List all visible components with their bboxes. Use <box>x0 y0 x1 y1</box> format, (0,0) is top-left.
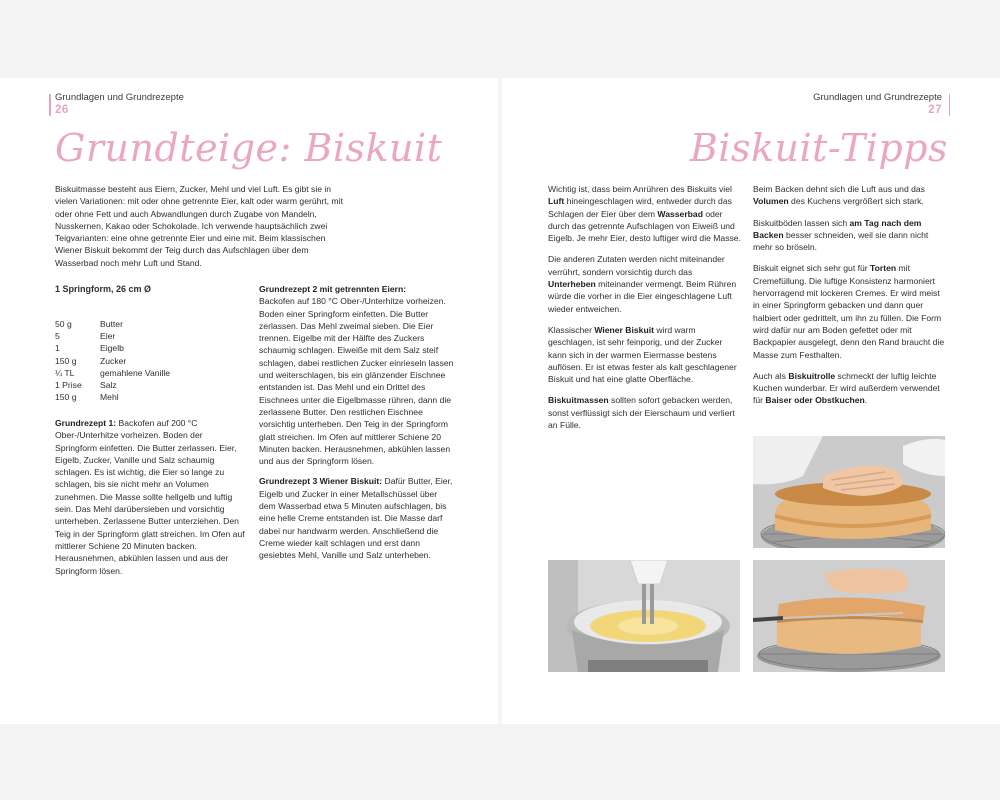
running-head-text: Grundlagen und Grundrezepte <box>55 92 184 103</box>
tip-unterheben <box>548 253 741 314</box>
photo-mixer-water-bath <box>548 560 740 672</box>
ingredient-name: Mehl <box>100 392 119 403</box>
tip-text: Biskuit eignet sich sehr gut für <box>753 263 871 274</box>
grundrezept-1 <box>55 417 245 577</box>
ingredient-name: Salz <box>100 380 117 391</box>
tip-text: besser schneiden, weil sie dann nicht mehr so bröseln. <box>753 229 929 253</box>
tip-keyword: Volumen <box>753 196 789 207</box>
grundrezept-3 <box>259 475 455 561</box>
ingredient-name: Butter <box>100 319 123 329</box>
tip-text: Wichtig ist, dass beim Anrühren des Biskuits viel <box>548 184 732 194</box>
tip-torten <box>753 262 947 360</box>
photo-cutting-sponge-illustration <box>753 560 945 672</box>
recipe-column-2 <box>259 283 455 570</box>
page-number: 27 <box>928 104 942 116</box>
tip-text: Biskuitböden lassen sich <box>753 217 850 228</box>
springform-size-label: 1 Springform, 26 cm Ø <box>55 284 152 294</box>
running-head-bar <box>49 94 51 116</box>
grundrezept-2-text: Backofen auf 180 °C Ober-/Unterhitze vorheizen. Boden einer Springform einfetten. Die Butter zerlassen. Das Mehl zweimal sieben. Die Eier trennen. Eigelbe mit der Hälfte des Zuckers schaumig schlagen. Eiweiße mit dem Salz steif schlagen, dabei restlichen Zucker einrieseln lassen und weiterschlagen, bis ein glänzender Eischnee entstanden ist. Das Mehl und ein Drittel des Eischnees unter die Eigelbmasse rühren, dann die zerlassene Butter. Den restlichen Eischnee vorsichtig unterheben. Den Teig in der Springform glatt streichen. Im Ofen auf mittlerer Schiene 20 Minuten backen. Herausnehmen, abkühlen lassen und aus der Springform lösen. <box>259 296 454 467</box>
tip-text: wird warm geschlagen, ist sehr feinporig, und der Zucker kann sich in der warmen Eiermasse bestens auflösen. Er ist etwas fester als kalt geschlagener Biskuit und hat eine glatte Oberfläche. <box>548 324 737 385</box>
tip-biskuitrolle <box>753 370 947 407</box>
ingredient-amount: 1 <box>55 343 60 354</box>
ingredient-name: Eier <box>100 331 116 342</box>
tip-text: miteinander vermengt. Beim Rühren würde die vorher in die Eier eingeschlagene Luft wieder entweichen. <box>548 279 737 314</box>
grundrezept-3-heading: Grundrezept 3 Wiener Biskuit: <box>259 476 383 487</box>
page-title: Grundteige: Biskuit <box>55 126 443 170</box>
right-running-head <box>813 92 942 116</box>
ingredient-amount: 150 g <box>55 392 77 403</box>
tips-column-1 <box>548 183 741 440</box>
right-page <box>500 78 1000 724</box>
tip-text: Beim Backen dehnt sich die Luft aus und das <box>753 184 925 194</box>
tip-keyword: Biskuitrolle <box>788 370 836 381</box>
grundrezept-2-heading: Grundrezept 2 mit getrennten Eiern: <box>259 284 407 294</box>
grundrezept-1-heading: Grundrezept 1: <box>55 418 117 428</box>
photo-sponge-on-rack <box>753 436 945 548</box>
tips-column-2 <box>753 183 947 416</box>
page-number: 26 <box>55 104 69 116</box>
tip-keyword: am Tag nach dem Backen <box>753 217 922 240</box>
tip-keyword: Wiener Biskuit <box>594 324 654 335</box>
tip-keyword: Unterheben <box>548 279 596 290</box>
tip-text: oder durch das getrennte Aufschlagen von Eiweiß und Eigelb. Je mehr Eier, desto luftiger wird die Masse. <box>548 208 741 244</box>
ingredient-amount: 50 g <box>55 319 72 329</box>
ingredient-amount: ¼ TL <box>55 367 75 378</box>
ingredient-row <box>55 330 235 342</box>
tip-text: Auch als <box>753 370 789 381</box>
grundrezept-3-paragraph <box>259 475 455 561</box>
ingredient-row <box>55 379 235 391</box>
ingredient-row <box>55 318 235 330</box>
grundrezept-2 <box>259 283 455 467</box>
ingredient-row <box>55 367 235 379</box>
grundrezept-1-text: Backofen auf 200 °C Ober-/Unterhitze vorheizen. Boden der Springform einfetten. Die Butter zerlassen. Eier, Eigelb, Zucker, Vanille und Salz schaumig schlagen. Es ist wichtig, die Eier so lange zu schlagen, bis sie nicht mehr an Volumen zunehmen. Die Masse sollte hellgelb und luftig sein. Das Mehl darübersieben und vorsichtig unterheben. Zerlassene Butter unterziehen. Den Teig in der Springform glatt streichen. Im Ofen auf mittlerer Schiene 20 Minuten backen. Herausnehmen, abkühlen lassen und aus der Springform lösen. <box>55 418 245 576</box>
tip-keyword: Biskuitmassen <box>548 395 609 406</box>
tip-keyword: Torten <box>870 263 897 274</box>
tip-volumen <box>753 183 947 208</box>
running-head-text: Grundlagen und Grundrezepte <box>813 92 942 103</box>
photo-sponge-on-rack-illustration <box>753 436 945 548</box>
ingredient-row <box>55 355 235 367</box>
left-running-head <box>55 92 184 116</box>
tip-wiener-biskuit <box>548 324 741 385</box>
grundrezept-3-text: Dafür Butter, Eier, Eigelb und Zucker in einer Metallschüssel über dem Wasserbad etwa 5 Minuten aufschlagen, bis eine helle Creme entstanden ist. Die Masse darf dabei nur handwarm werden. Anschließend die Creme wieder kalt schlagen und erst dann gesiebtes Mehl, Vanille und Salz unterheben. <box>259 476 453 561</box>
tip-text: hineingeschlagen wird, entweder durch das Schlagen der Eier über dem <box>548 196 732 219</box>
ingredient-row <box>55 391 235 403</box>
tip-luft <box>548 183 741 244</box>
tip-biskuitmassen <box>548 394 741 431</box>
running-head-bar <box>949 94 951 116</box>
tip-text: des Kuchens vergrößert sich stark. <box>788 196 924 207</box>
ingredient-amount: 1 Prise <box>55 380 82 391</box>
ingredient-amount: 150 g <box>55 355 77 366</box>
tip-keyword: Wasserbad <box>657 208 703 219</box>
tip-text: . <box>864 395 868 406</box>
intro-text: Biskuitmasse besteht aus Eiern, Zucker, Mehl und viel Luft. Es gibt sie in vielen Variationen: mit oder ohne getrennte Eier, kalt oder warm gerührt, mit oder ohne Fett und auch Abwandlungen durch Zugabe von Mandeln, Nusskernen, Kakao oder Schokolade. Ich verwende hauptsächlich zwei Teigvarianten: eine ohne getrennte Eier und eine mit. Beim klassischen Wiener Biskuit bekommt der Teig durch das Aufschlagen über dem Wasserbad noch mehr Luft und Stand. <box>55 184 343 268</box>
tip-text: sollten sofort gebacken werden, sonst verflüssigt sich der Eierschaum und verliert an Fülle. <box>548 395 735 431</box>
book-spread <box>0 78 1000 724</box>
ingredient-list <box>55 318 235 403</box>
tip-text: Die anderen Zutaten werden nicht miteinander verrührt, sondern vorsichtig durch das <box>548 254 725 277</box>
left-page <box>0 78 500 724</box>
ingredient-name: Zucker <box>100 355 127 366</box>
tip-keyword: Baiser oder Obstkuchen <box>765 395 865 406</box>
ingredient-name: Eigelb <box>100 343 124 354</box>
ingredient-row <box>55 342 235 354</box>
tip-tag-danach <box>753 217 947 254</box>
tip-text: schmeckt der luftig leichte Kuchen wunderbar. Er wird außerdem verwendet für <box>753 370 940 406</box>
ingredient-name: gemahlene Vanille <box>100 367 171 378</box>
ingredient-amount: 5 <box>55 331 60 342</box>
tip-keyword: Luft <box>548 196 565 207</box>
grundrezept-1-paragraph <box>55 417 245 577</box>
grundrezept-2-heading-line <box>259 283 455 295</box>
page-title: Biskuit-Tipps <box>689 126 948 170</box>
photo-mixer-water-bath-illustration <box>548 560 740 672</box>
tip-text: Klassischer <box>548 324 595 335</box>
photo-cutting-sponge <box>753 560 945 672</box>
tip-text: mit Cremefüllung. Die luftige Konsistenz harmoniert hervorragend mit lockeren Cremes. Er wird meist in einer Springform gebacken und dann quer halbiert oder gedrittelt, um ihn zu füllen. Die Form wird dafür nur am Boden gefettet oder mit Backpapier ausgelegt, denn den Rand braucht die Masse zum Festhalten. <box>753 263 945 360</box>
intro-paragraph <box>55 183 345 269</box>
